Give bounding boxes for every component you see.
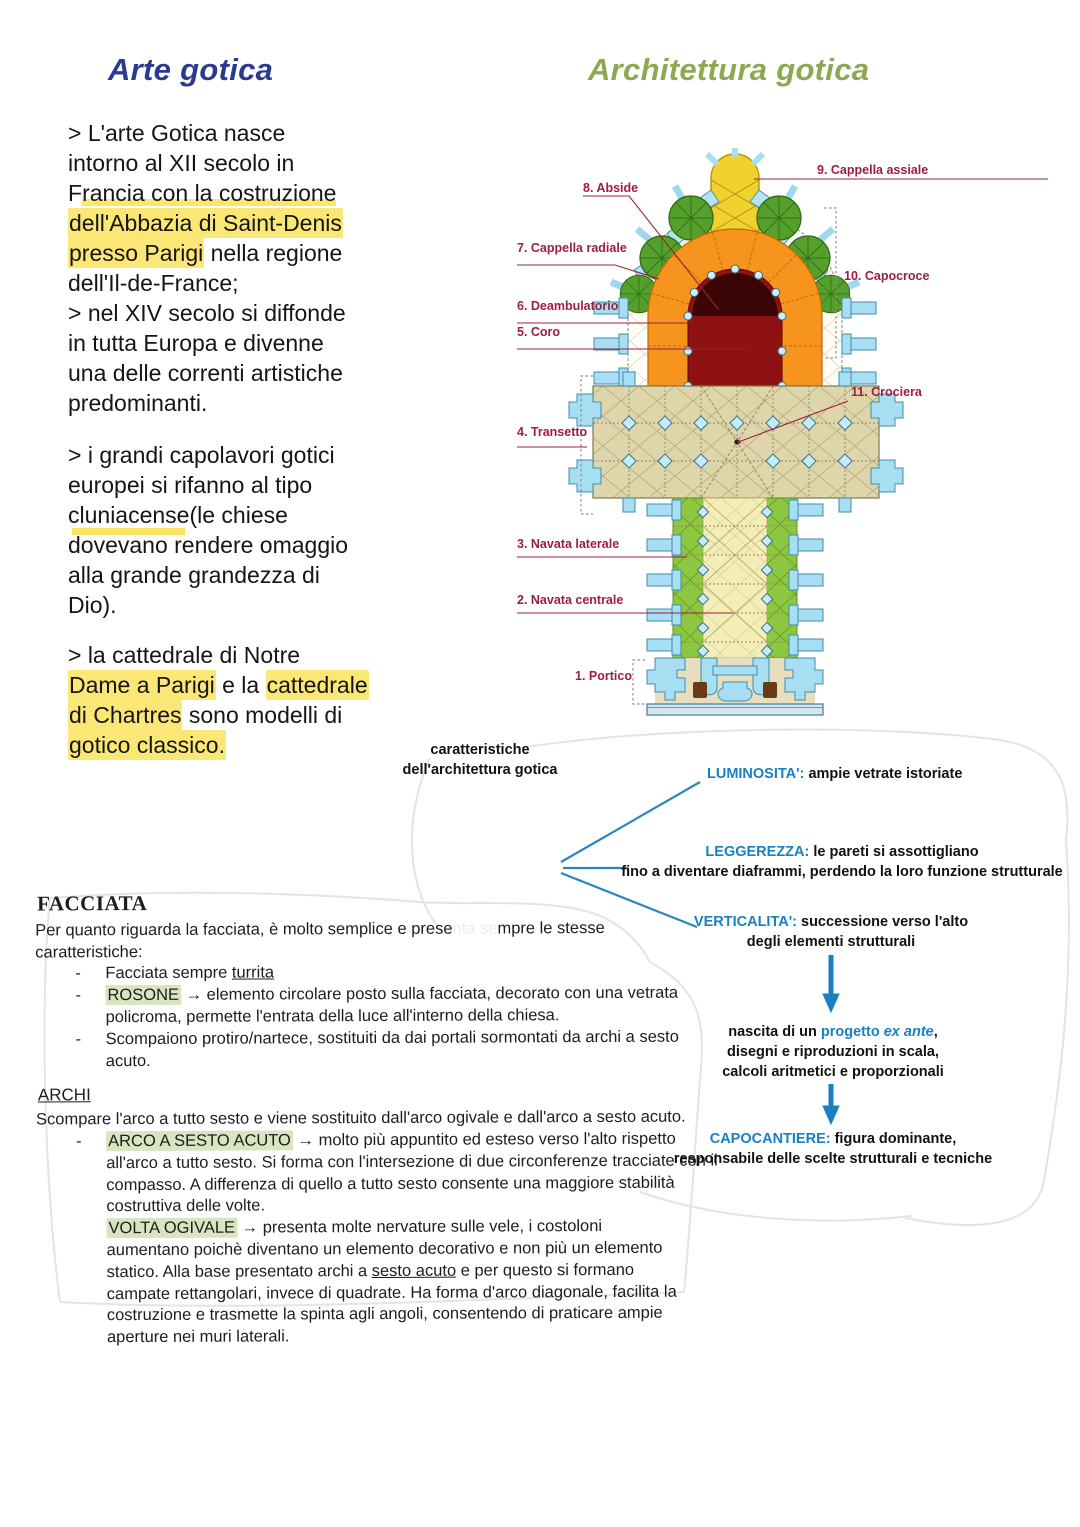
text-line: acuto. — [105, 1051, 151, 1070]
concept-node-leggerezza — [607, 842, 1077, 882]
text-line: costruzione e trasmette la spinta agli angoli, consentendo di praticare ampie — [106, 1304, 663, 1325]
diagram-label-transetto: 4. Transetto — [517, 425, 588, 439]
text-line: dell'architettura gotica — [402, 762, 558, 778]
text-line: presso Parigi nella regione — [69, 240, 343, 266]
text-line: costruttiva delle volte. — [106, 1196, 266, 1216]
text-line: CAPOCANTIERE: figura dominante, — [709, 1131, 957, 1147]
text-line: LEGGEREZZA: le pareti si assottigliano — [705, 844, 979, 860]
text-line: predominanti. — [68, 390, 208, 416]
text-line: Dame a Parigi e la cattedrale — [69, 672, 368, 698]
text-line: degli elementi strutturali — [746, 934, 916, 950]
text-line: statico. Alla base presentato archi a sesto acuto e per questo si formano — [106, 1260, 635, 1281]
diagram-label-abside: 8. Abside — [583, 181, 639, 195]
text-line: dovevano rendere omaggio — [68, 532, 349, 558]
cathedral-floor-plan-diagram — [495, 146, 1070, 738]
text-line: caratteristiche: — [35, 942, 143, 962]
text-line: responsabile delle scelte strutturali e tecniche — [673, 1151, 993, 1167]
diagram-label-coro: 5. Coro — [517, 325, 561, 339]
text-line: > L'arte Gotica nasce — [68, 120, 286, 146]
concept-node-progetto — [673, 1022, 993, 1082]
text-line: VOLTA OGIVALE → presenta molte nervature sulle vele, i costoloni — [36, 1216, 716, 1241]
concept-map — [395, 740, 1080, 1220]
diagram-label-portico: 1. Portico — [575, 669, 632, 683]
text-line: LUMINOSITA': ampie vetrate istoriate — [707, 766, 963, 782]
diagram-label-capocroce: 10. Capocroce — [844, 269, 930, 283]
text-line: - Facciata sempre turrita — [75, 963, 275, 983]
text-line: > i grandi capolavori gotici — [68, 442, 335, 468]
page-title-arte-gotica: Arte gotica — [108, 52, 274, 87]
diagram-label-deambulatorio: 6. Deambulatorio — [517, 299, 619, 313]
nave — [647, 498, 823, 658]
text-line: alla grande grandezza di — [68, 562, 320, 588]
text-line: all'arco a tutto sesto. Si forma con l'intersezione di due circonferenze tracciate con il — [106, 1151, 718, 1172]
text-line: nascita di un progetto ex ante, — [728, 1024, 938, 1040]
page-title-architettura-gotica: Architettura gotica — [588, 52, 870, 87]
text-line: - ARCO A SESTO ACUTO → molto più appuntito ed esteso verso l'alto rispetto — [76, 1129, 676, 1151]
text-line: una delle correnti artistiche — [68, 360, 343, 386]
text-line: dell'Il-de-France; — [68, 270, 239, 296]
portico — [647, 658, 823, 715]
text-line: Per quanto riguarda la facciata, è molto semplice e presenta sempre le stesse — [35, 918, 605, 940]
concept-node-luminosita — [707, 764, 962, 784]
text-line: compasso. A differenza di quello a tutto sesto consente una maggiore stabilità — [106, 1173, 675, 1194]
text-line: campate rettangolari, invece di quadrate. Ha forma d'arco diagonale, facilita la — [106, 1282, 677, 1303]
text-line: cluniacense(le chiese — [68, 502, 288, 528]
text-line: caratteristiche — [430, 742, 530, 758]
text-line: aumentano poichè diventano un elemento decorativo e non più un elemento — [106, 1238, 663, 1260]
intro-paragraph-1 — [68, 118, 468, 418]
portico-bracket — [633, 660, 645, 704]
text-line: VERTICALITA': successione verso l'alto — [693, 914, 969, 930]
text-line: dell'Abbazia di Saint-Denis — [69, 210, 342, 236]
text-line: - Scompaiono protiro/nartece, sostituiti da dai portali sormontati da archi a sesto — [75, 1027, 679, 1049]
text-line: > nel XIV secolo si diffonde — [68, 300, 346, 326]
diagram-label-crociera: 11. Crociera — [851, 385, 922, 399]
text-line: fino a diventare diaframmi, perdendo la loro funzione strutturale — [621, 864, 1063, 880]
text-line: gotico classico. — [69, 732, 225, 758]
text-line: aperture nei muri laterali. — [106, 1327, 290, 1347]
text-line: in tutta Europa e divenne — [68, 330, 324, 356]
text-line: - ROSONE → elemento circolare posto sulla facciata, decorato con una vetrata — [75, 983, 679, 1005]
text-line: > la cattedrale di Notre — [68, 642, 301, 668]
intro-paragraph-2 — [68, 440, 468, 620]
concept-root-node — [395, 740, 565, 780]
text-line: intorno al XII secolo in — [68, 150, 295, 176]
diagram-label-cappella-assiale: 9. Cappella assiale — [817, 163, 929, 177]
text-line: Francia con la costruzione — [68, 180, 337, 206]
diagram-label-cappella-radiale: 7. Cappella radiale — [517, 241, 627, 255]
text-line: europei si rifanno al tipo — [68, 472, 313, 498]
axial-chapel — [707, 148, 763, 234]
text-line: calcoli aritmetici e proporzionali — [722, 1064, 944, 1080]
diagram-label-navata-centrale: 2. Navata centrale — [517, 593, 624, 607]
text-line: di Chartres sono modelli di — [69, 702, 343, 728]
notes-heading-facciata: FACCIATA — [36, 890, 148, 916]
concept-node-verticalita — [681, 912, 981, 952]
text-line: Dio). — [68, 592, 117, 618]
concept-node-capocantiere — [623, 1129, 1043, 1169]
intro-text-column — [68, 118, 468, 760]
text-line: Scompare l'arco a tutto sesto e viene sostituito dall'arco ogivale e dall'arco a sesto acuto. — [35, 1107, 686, 1129]
diagram-label-navata-laterale: 3. Navata laterale — [517, 537, 620, 551]
text-line: disegni e riproduzioni in scala, — [727, 1044, 939, 1060]
notes-heading-archi: ARCHI — [37, 1085, 91, 1105]
text-line: policroma, permette l'entrata della luce all'interno della chiesa. — [105, 1006, 560, 1027]
